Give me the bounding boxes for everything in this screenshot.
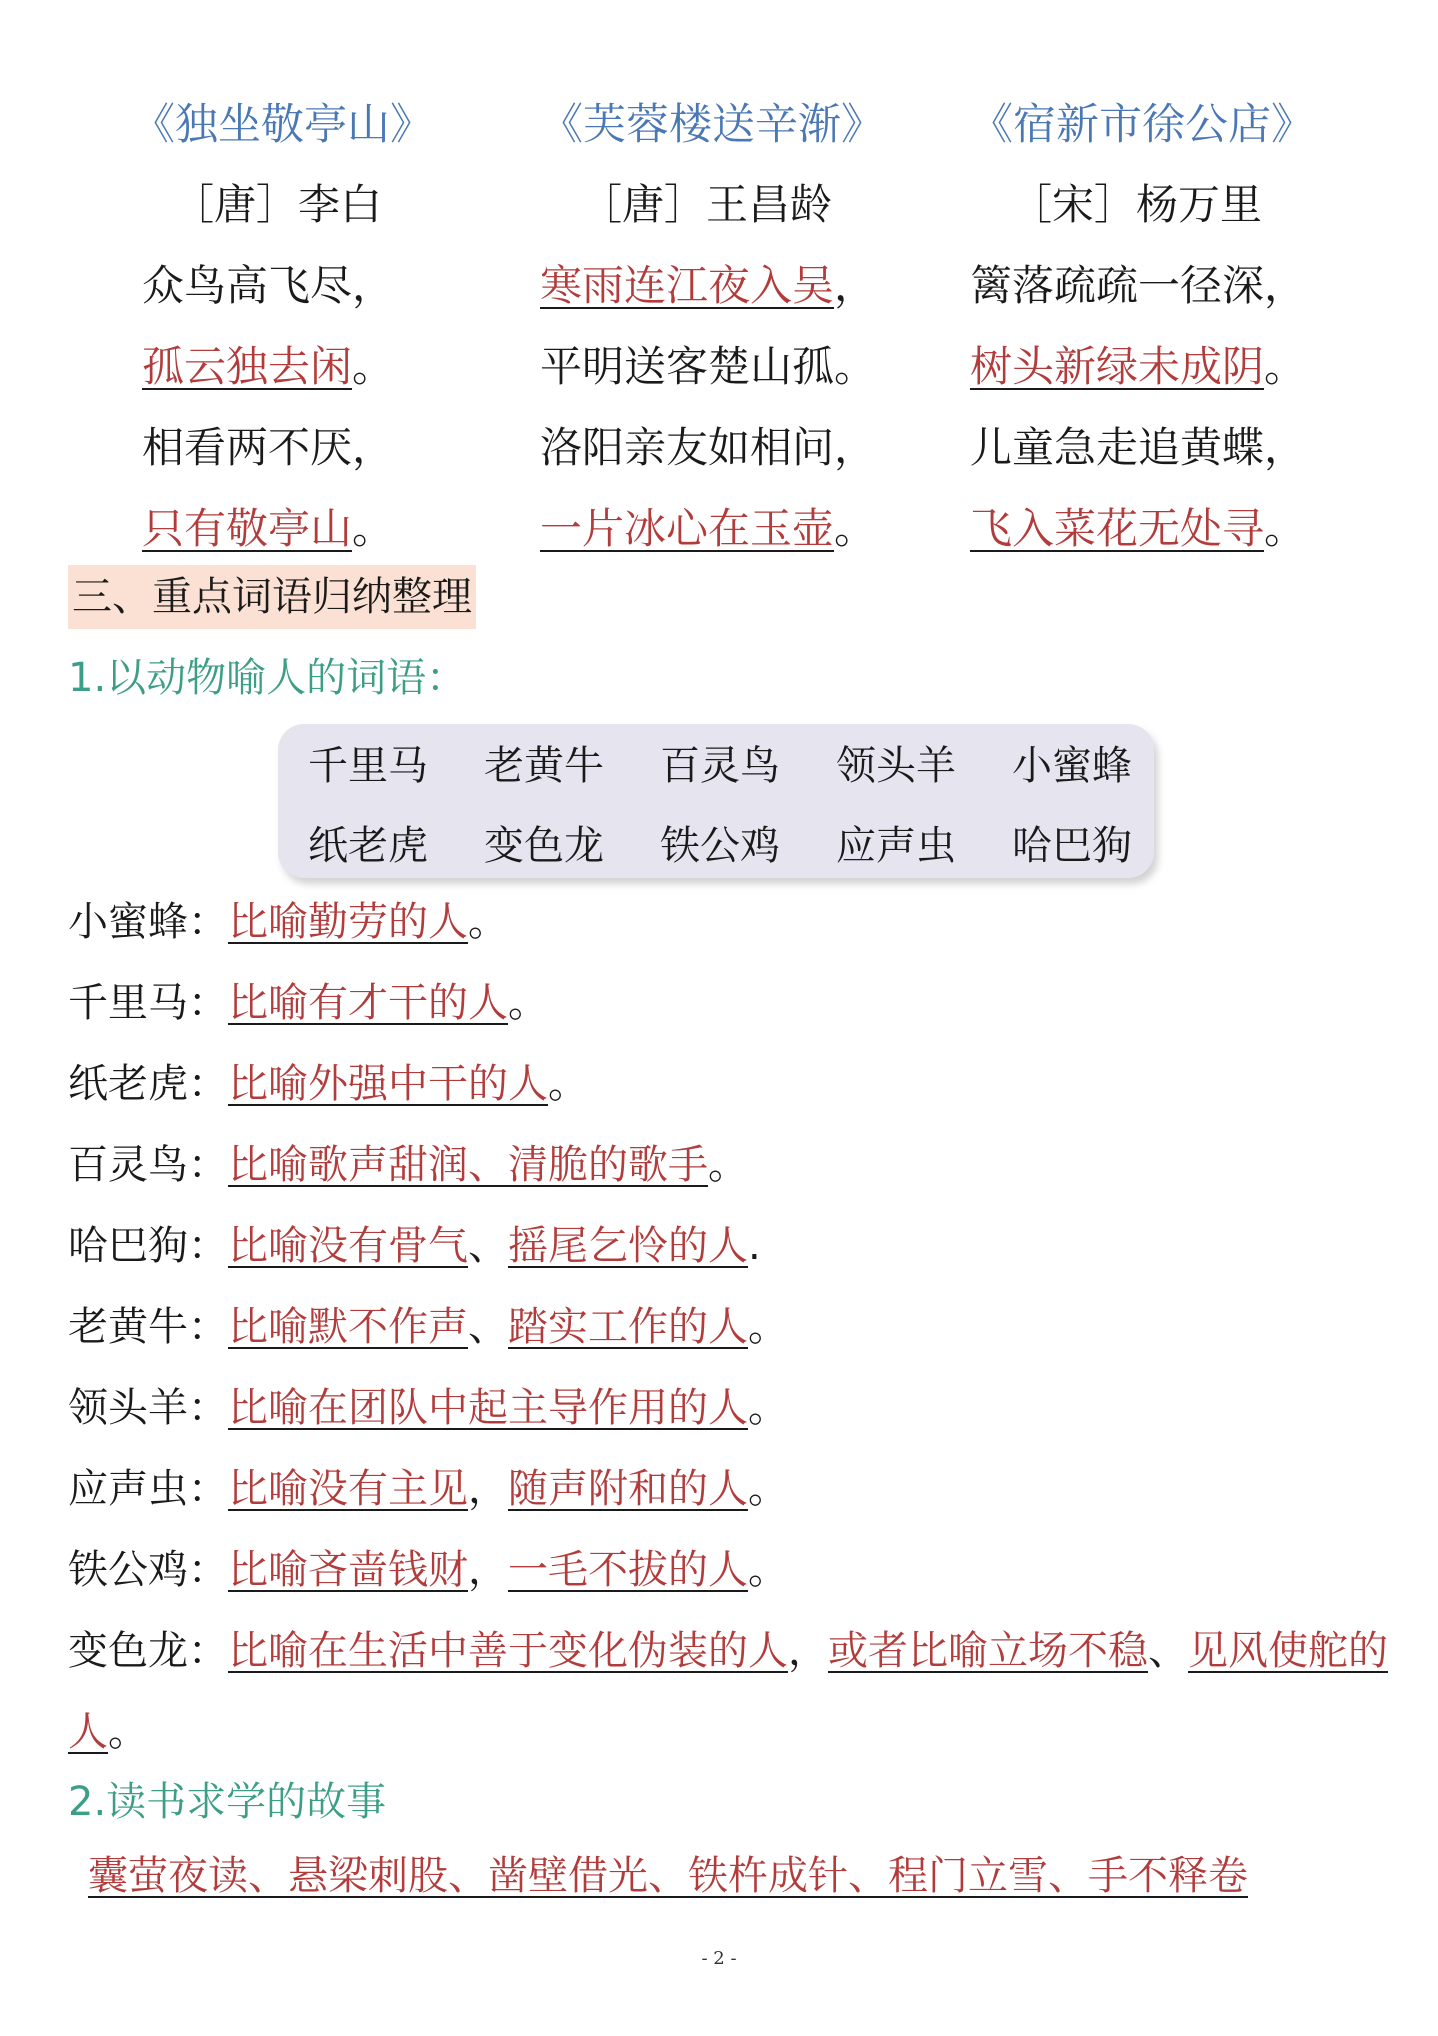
definition-term: 铁公鸡： xyxy=(68,1547,228,1593)
definition-punct: 。 xyxy=(108,1709,148,1755)
poem-line-punct: ， xyxy=(1264,423,1307,472)
poem-title: 《芙蓉楼送辛渐》 xyxy=(540,100,884,150)
poem-line xyxy=(132,245,433,326)
word-grid xyxy=(308,732,1188,892)
word-item: 领头羊 xyxy=(836,743,956,789)
word-item: 哈巴狗 xyxy=(1012,823,1132,869)
word-item: 千里马 xyxy=(308,743,428,789)
word-item: 应声虫 xyxy=(836,823,956,869)
poem-line xyxy=(970,407,1314,488)
poem-line-text-highlight: 寒雨连江夜入吴 xyxy=(540,261,835,310)
poem-line-text: 平明送客楚山孤 xyxy=(540,342,835,391)
poem-line-punct: ， xyxy=(352,423,395,472)
definition-row xyxy=(68,1449,1388,1530)
word-item: 百灵鸟 xyxy=(660,743,780,789)
poem-line-text-highlight: 孤云独去闲 xyxy=(142,342,353,391)
definition-row xyxy=(68,1287,1388,1368)
definition-punct: . xyxy=(748,1223,761,1269)
poem-line-text: 篱落疏疏一径深 xyxy=(970,261,1265,310)
definition-row xyxy=(68,1206,1388,1287)
definition-meaning: 比喻吝啬钱财 xyxy=(228,1547,468,1593)
poem-1 xyxy=(132,85,433,569)
definition-punct: 。 xyxy=(748,1385,788,1431)
poem-line xyxy=(540,407,884,488)
poem-line-punct: ， xyxy=(1264,261,1307,310)
definition-punct: 。 xyxy=(748,1547,788,1593)
subsection-heading-animal-words: 1.以动物喻人的词语： xyxy=(68,655,467,701)
definition-meaning: 比喻外强中干的人 xyxy=(228,1061,548,1107)
definition-punct: ， xyxy=(468,1547,508,1593)
poem-title: 《独坐敬亭山》 xyxy=(132,100,433,150)
poem-line xyxy=(540,245,884,326)
definition-list xyxy=(68,882,1388,1773)
word-list-box xyxy=(278,724,1154,878)
definition-row xyxy=(68,1125,1388,1206)
poem-line-punct: 。 xyxy=(1264,342,1307,391)
word-item: 纸老虎 xyxy=(308,823,428,869)
poem-line-text: 相看两不厌 xyxy=(142,423,353,472)
definition-meaning: 踏实工作的人 xyxy=(508,1304,748,1350)
poem-line-punct: 。 xyxy=(834,504,877,553)
word-item: 变色龙 xyxy=(484,823,604,869)
definition-row xyxy=(68,1368,1388,1449)
poem-line-text: 众鸟高飞尽 xyxy=(142,261,353,310)
word-item: 铁公鸡 xyxy=(660,823,780,869)
definition-meaning: 比喻在团队中起主导作用的人 xyxy=(228,1385,748,1431)
page-number: - 2 - xyxy=(701,1948,737,1969)
poem-line-punct: 。 xyxy=(1264,504,1307,553)
poem-line-punct: ， xyxy=(352,261,395,310)
poem-author: ［唐］李白 xyxy=(172,180,383,229)
poem-line xyxy=(540,326,884,407)
definition-meaning: 摇尾乞怜的人 xyxy=(508,1223,748,1269)
definition-punct: 。 xyxy=(748,1304,788,1350)
definition-row xyxy=(68,1530,1388,1611)
definition-row xyxy=(68,1611,1388,1773)
definition-punct: 。 xyxy=(508,980,548,1026)
definition-term: 百灵鸟： xyxy=(68,1142,228,1188)
definition-punct: 。 xyxy=(548,1061,588,1107)
poem-line xyxy=(132,488,433,569)
definition-punct: ， xyxy=(788,1628,828,1674)
poem-line-punct: ， xyxy=(834,261,877,310)
definition-meaning: 随声附和的人 xyxy=(508,1466,748,1512)
word-item: 老黄牛 xyxy=(484,743,604,789)
definition-punct: 。 xyxy=(708,1142,748,1188)
poem-line xyxy=(970,326,1314,407)
definition-term: 千里马： xyxy=(68,980,228,1026)
poem-line-punct: ， xyxy=(834,423,877,472)
definition-term: 变色龙： xyxy=(68,1628,228,1674)
poem-author: ［宋］杨万里 xyxy=(1010,180,1263,229)
poem-line-text-highlight: 飞入菜花无处寻 xyxy=(970,504,1265,553)
definition-punct: 、 xyxy=(468,1223,508,1269)
definition-meaning: 或者比喻立场不稳 xyxy=(828,1628,1148,1674)
poem-author: ［唐］王昌龄 xyxy=(580,180,833,229)
definition-meaning: 比喻勤劳的人 xyxy=(228,899,468,945)
poem-line xyxy=(132,326,433,407)
definition-row xyxy=(68,963,1388,1044)
definition-punct: ， xyxy=(468,1466,508,1512)
definition-term: 老黄牛： xyxy=(68,1304,228,1350)
poem-title: 《宿新市徐公店》 xyxy=(970,100,1314,150)
definition-term: 领头羊： xyxy=(68,1385,228,1431)
subsection-heading-study-stories: 2.读书求学的故事 xyxy=(68,1779,387,1825)
definition-term: 哈巴狗： xyxy=(68,1223,228,1269)
definition-punct: 、 xyxy=(468,1304,508,1350)
definition-meaning: 比喻没有主见 xyxy=(228,1466,468,1512)
poem-2 xyxy=(540,85,884,569)
definition-meaning: 比喻在生活中善于变化伪装的人 xyxy=(228,1628,788,1674)
definition-term: 纸老虎： xyxy=(68,1061,228,1107)
section-heading: 三、重点词语归纳整理 xyxy=(68,565,476,629)
definition-meaning: 一毛不拔的人 xyxy=(508,1547,748,1593)
poem-line-punct: 。 xyxy=(352,504,395,553)
definition-meaning: 比喻有才干的人 xyxy=(228,980,508,1026)
definition-row xyxy=(68,1044,1388,1125)
definition-meaning: 比喻默不作声 xyxy=(228,1304,468,1350)
definition-term: 应声虫： xyxy=(68,1466,228,1512)
study-stories-list xyxy=(88,1838,1248,1914)
definition-meaning: 比喻歌声甜润、清脆的歌手 xyxy=(228,1142,708,1188)
definition-meaning: 见风使舵的人 xyxy=(68,1628,1388,1755)
definition-punct: 。 xyxy=(748,1466,788,1512)
definition-meaning: 比喻没有骨气 xyxy=(228,1223,468,1269)
poem-line-punct: 。 xyxy=(834,342,877,391)
poem-line-text: 洛阳亲友如相问 xyxy=(540,423,835,472)
poem-line-text-highlight: 一片冰心在玉壶 xyxy=(540,504,835,553)
study-stories-text: 囊萤夜读、悬梁刺股、凿壁借光、铁杵成针、程门立雪、手不释卷 xyxy=(88,1853,1248,1899)
poem-line-text-highlight: 树头新绿未成阴 xyxy=(970,342,1265,391)
poem-line xyxy=(970,488,1314,569)
word-item: 小蜜蜂 xyxy=(1012,743,1132,789)
poem-line xyxy=(540,488,884,569)
definition-term: 小蜜蜂： xyxy=(68,899,228,945)
definition-punct: 、 xyxy=(1148,1628,1188,1674)
poem-line-punct: 。 xyxy=(352,342,395,391)
poem-3 xyxy=(970,85,1314,569)
definition-punct: 。 xyxy=(468,899,508,945)
poem-line-text-highlight: 只有敬亭山 xyxy=(142,504,353,553)
definition-row xyxy=(68,882,1388,963)
poem-line xyxy=(970,245,1314,326)
poem-line-text: 儿童急走追黄蝶 xyxy=(970,423,1265,472)
poem-line xyxy=(132,407,433,488)
